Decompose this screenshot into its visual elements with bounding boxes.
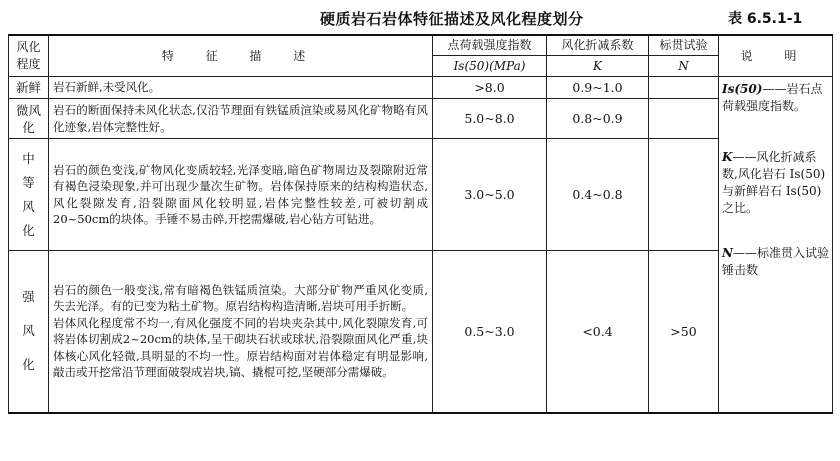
note-item-n — [722, 245, 829, 279]
n-cell — [649, 77, 719, 99]
n-cell — [649, 99, 719, 139]
note-item-is50 — [722, 81, 829, 115]
header-spt: 标贯试验 — [649, 35, 719, 56]
n-cell: >50 — [649, 251, 719, 413]
header-point-load: 点荷载强度指数 — [433, 35, 547, 56]
note-item-k — [722, 149, 829, 217]
grade-label-vertical: 强风化 — [22, 289, 35, 373]
point-load-cell: 0.5~3.0 — [433, 251, 547, 413]
k-cell: 0.9~1.0 — [547, 77, 649, 99]
header-note — [719, 35, 833, 77]
grade-cell: 微风化 — [9, 99, 49, 139]
note-text: ——岩石点荷载强度指数。 — [722, 82, 823, 113]
header-row-1 — [9, 35, 833, 56]
header-description — [49, 35, 433, 77]
header-grade-label: 风化程度 — [16, 40, 41, 71]
description-cell: 岩石的断面保持未风化状态,仅沿节理面有铁锰质渲染或易风化矿物略有风化迹象,岩体完整性好。 — [49, 99, 433, 139]
table-row-slight — [9, 99, 833, 139]
header-note-label: 说 明 — [740, 48, 811, 63]
note-cell — [719, 77, 833, 413]
table-title: 硬质岩石岩体特征描述及风化程度划分 — [320, 10, 584, 28]
description-cell: 岩石的颜色变浅,矿物风化变质较轻,光泽变暗,暗色矿物周边及裂隙附近常有褐色浸染现象,并可出现少量次生矿物。岩体保持原来的结构构造状态,风化裂隙发育,沿裂隙面风化较明显,岩体完整性较差,可被切割成20~50cm的块体。手锤不易击碎,开挖需爆破,岩心钻方可钻进。 — [49, 139, 433, 251]
table-row-moderate — [9, 139, 833, 251]
note-symbol: K — [722, 150, 733, 164]
header-grade — [9, 35, 49, 77]
note-text: ——标准贯入试验锤击数 — [722, 246, 829, 277]
grade-cell: 新鲜 — [9, 77, 49, 99]
k-cell: 0.8~0.9 — [547, 99, 649, 139]
point-load-cell: 3.0~5.0 — [433, 139, 547, 251]
note-symbol: Is(50) — [722, 82, 763, 96]
description-cell: 岩石新鲜,未受风化。 — [49, 77, 433, 99]
table-row-strong — [9, 251, 833, 413]
header-spt-symbol: N — [649, 56, 719, 77]
point-load-cell: 5.0~8.0 — [433, 99, 547, 139]
table-title-bar — [0, 8, 840, 30]
table-number: 表 6.5.1-1 — [728, 11, 803, 27]
header-weathering-coef: 风化折减系数 — [547, 35, 649, 56]
grade-label-vertical: 中等风化 — [22, 150, 35, 238]
k-cell: <0.4 — [547, 251, 649, 413]
grade-cell — [9, 251, 49, 413]
note-symbol: N — [722, 246, 733, 260]
header-description-label: 特 征 描 述 — [161, 48, 320, 63]
weathering-table — [8, 34, 833, 414]
k-cell: 0.4~0.8 — [547, 139, 649, 251]
grade-cell — [9, 139, 49, 251]
description-paragraph-2: 岩体风化程度常不均一,有风化强度不同的岩块夹杂其中,风化裂隙发育,可将岩体切割成2~20cm的块体,呈干砌块石状或球状,沿裂隙面风化严重,块体核心风化轻微,具明显的不均一性。原岩结构面对岩体稳定有明显影响,敲击或开挖常沿节理面破裂成岩块,镐、撬棍可挖,坚硬部分需爆破。 — [53, 315, 428, 380]
header-point-load-symbol: Is(50)(MPa) — [433, 56, 547, 77]
note-text: ——风化折减系数,风化岩石 Is(50) 与新鲜岩石 Is(50) 之比。 — [722, 150, 826, 215]
header-weathering-symbol: K — [547, 56, 649, 77]
n-cell — [649, 139, 719, 251]
point-load-cell: >8.0 — [433, 77, 547, 99]
description-cell — [49, 251, 433, 413]
description-paragraph-1: 岩石的颜色一般变浅,常有暗褐色铁锰质渲染。大部分矿物严重风化变质,失去光泽。有的已变为粘土矿物。原岩结构构造清晰,岩块可用手折断。 — [53, 282, 428, 314]
table-row-fresh — [9, 77, 833, 99]
